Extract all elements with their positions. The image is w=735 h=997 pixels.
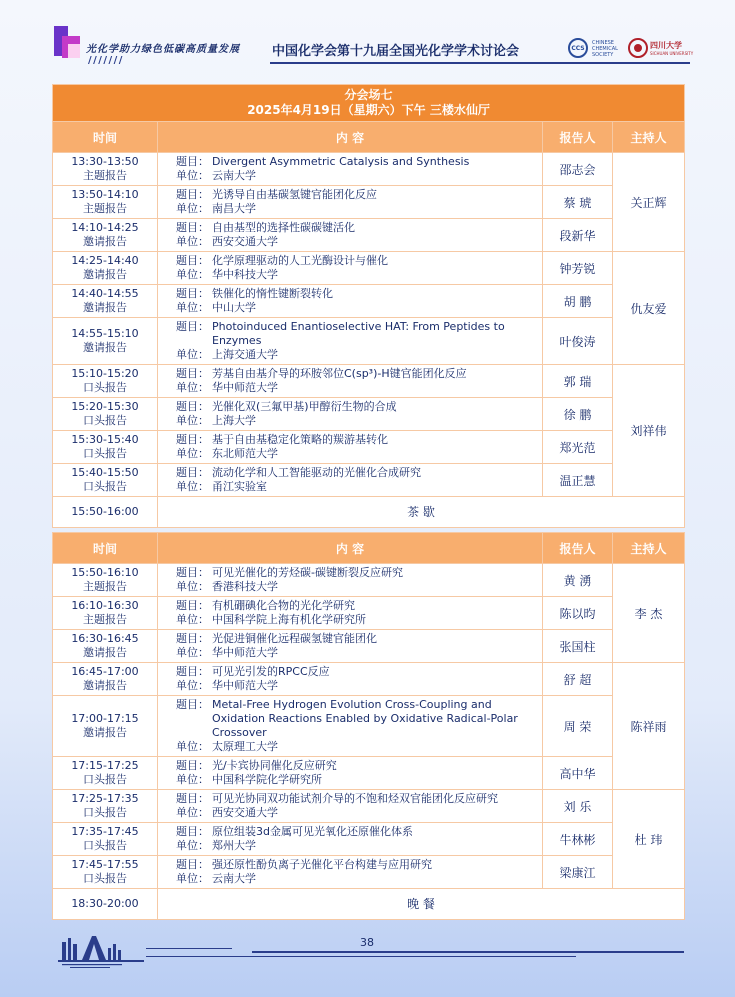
ccs-logo-text: CHINESE CHEMICAL SOCIETY [592,40,618,58]
talk-type: 主题报告 [83,613,127,626]
talk-time: 15:50-16:10 [71,566,139,579]
talk-topic: 流动化学和人工智能驱动的光催化合成研究 [212,466,421,479]
university-name-en: SICHUAN UNIVERSITY [650,51,694,56]
talk-time: 16:10-16:30 [71,599,139,612]
talk-time: 17:15-17:25 [71,759,139,772]
content-cell [158,790,543,823]
speaker-cell: 郑光范 [543,431,613,464]
talk-type: 口头报告 [83,414,127,427]
host-cell: 陈祥雨 [613,663,685,790]
table-row [53,823,685,856]
unit-label: 单位： [176,169,209,182]
talk-time: 15:10-15:20 [71,367,139,380]
talk-topic: 光/卡宾协同催化反应研究 [212,759,337,772]
time-cell [53,186,158,219]
header-title: 中国化学会第十九届全国光化学学术讨论会 [272,44,520,59]
topic-label: 题目： [176,792,209,805]
column-header-host: 主持人 [613,122,685,153]
content-cell [158,696,543,757]
talk-unit: 云南大学 [212,169,256,182]
time-cell [53,153,158,186]
content-cell [158,597,543,630]
table-row [53,186,685,219]
content-cell [158,219,543,252]
topic-label: 题目： [176,759,209,772]
host-cell: 刘祥伟 [613,365,685,497]
content-cell [158,464,543,497]
time-cell [53,564,158,597]
talk-topic: 光促进铜催化远程碳氢键官能团化 [212,632,377,645]
talk-time: 16:45-17:00 [71,665,139,678]
talk-type: 邀请报告 [83,301,127,314]
talk-topic: 化学原理驱动的人工光酶设计与催化 [212,254,388,267]
session-header [53,85,685,122]
talk-topic: 光催化双(三氟甲基)甲醇衍生物的合成 [212,400,397,413]
talk-type: 口头报告 [83,839,127,852]
unit-label: 单位： [176,414,209,427]
unit-label: 单位： [176,646,209,659]
content-cell [158,630,543,663]
unit-label: 单位： [176,301,209,314]
time-cell [53,823,158,856]
talk-topic: 可见光协同双功能试剂介导的不饱和烃双官能团化反应研究 [212,792,498,805]
time-cell [53,252,158,285]
break-row [53,889,685,920]
content-cell [158,318,543,365]
speaker-cell: 胡 鹏 [543,285,613,318]
talk-topic: 基于自由基稳定化策略的羰游基转化 [212,433,388,446]
unit-label: 单位： [176,268,209,281]
topic-label: 题目： [176,632,209,645]
talk-unit: 中国科学院化学研究所 [212,773,322,786]
topic-label: 题目： [176,400,209,413]
speaker-cell: 钟芳锐 [543,252,613,285]
talk-unit: 云南大学 [212,872,256,885]
footer-rule [146,956,576,957]
topic-label: 题目： [176,287,209,300]
unit-label: 单位： [176,773,209,786]
time-cell [53,856,158,889]
table-row [53,663,685,696]
unit-label: 单位： [176,806,209,819]
speaker-cell: 牛林彬 [543,823,613,856]
talk-topic: 原位组装3d金属可见光氧化还原催化体系 [212,825,413,838]
time-cell [53,398,158,431]
talk-type: 口头报告 [83,806,127,819]
talk-unit: 甬江实验室 [212,480,267,493]
talk-time: 17:35-17:45 [71,825,139,838]
column-header-time: 时间 [53,533,158,564]
talk-type: 口头报告 [83,773,127,786]
header-slash-decoration: / / / / / / / [88,55,122,66]
talk-time: 15:40-15:50 [71,466,139,479]
talk-topic: 光诱导自由基碳氢键官能团化反应 [212,188,377,201]
time-cell [53,790,158,823]
host-cell: 杜 玮 [613,790,685,889]
unit-label: 单位： [176,580,209,593]
speaker-cell: 梁康江 [543,856,613,889]
talk-type: 口头报告 [83,381,127,394]
talk-unit: 华中师范大学 [212,679,278,692]
talk-unit: 上海交通大学 [212,348,278,361]
talk-type: 邀请报告 [83,679,127,692]
speaker-cell: 刘 乐 [543,790,613,823]
header-slogan: 光化学助力绿色低碳高质量发展 [86,44,240,55]
content-cell [158,365,543,398]
talk-unit: 上海大学 [212,414,256,427]
column-header-reporter: 报告人 [543,122,613,153]
talk-unit: 香港科技大学 [212,580,278,593]
break-row [53,497,685,528]
column-header-row [53,533,685,564]
content-cell [158,153,543,186]
talk-time: 17:25-17:35 [71,792,139,805]
talk-topic: Divergent Asymmetric Catalysis and Synthesis [212,155,470,168]
topic-label: 题目： [176,665,209,678]
table-row [53,630,685,663]
table-row [53,696,685,757]
content-cell [158,285,543,318]
skyline-icon [56,926,146,970]
content-cell [158,186,543,219]
university-name: 四川大学 [650,41,682,50]
talk-type: 口头报告 [83,480,127,493]
break-label: 晚 餐 [158,889,685,920]
talk-type: 主题报告 [83,202,127,215]
talk-topic: 有机硼碘化合物的光化学研究 [212,599,355,612]
topic-label: 题目： [176,433,209,446]
page-header [0,0,735,75]
table-row [53,365,685,398]
unit-label: 单位： [176,679,209,692]
table-row [53,856,685,889]
talk-unit: 中国科学院上海有机化学研究所 [212,613,366,626]
speaker-cell: 高中华 [543,757,613,790]
topic-label: 题目： [176,858,209,871]
unit-label: 单位： [176,381,209,394]
topic-label: 题目： [176,599,209,612]
time-cell [53,757,158,790]
session-header-row [53,85,685,122]
topic-label: 题目： [176,825,209,838]
talk-unit: 华中科技大学 [212,268,278,281]
speaker-cell: 周 荣 [543,696,613,757]
talk-type: 邀请报告 [83,235,127,248]
speaker-cell: 蔡 琥 [543,186,613,219]
time-cell [53,318,158,365]
unit-label: 单位： [176,202,209,215]
table-row [53,597,685,630]
unit-label: 单位： [176,447,209,460]
content-cell [158,856,543,889]
university-seal-logo [628,38,648,58]
break-label: 茶 歇 [158,497,685,528]
talk-type: 邀请报告 [83,726,127,739]
table-row [53,757,685,790]
talk-type: 主题报告 [83,580,127,593]
break-time: 15:50-16:00 [53,497,158,528]
talk-time: 17:45-17:55 [71,858,139,871]
talk-time: 13:50-14:10 [71,188,139,201]
column-header-reporter: 报告人 [543,533,613,564]
time-cell [53,630,158,663]
talk-unit: 西安交通大学 [212,235,278,248]
talk-unit: 东北师范大学 [212,447,278,460]
talk-unit: 郑州大学 [212,839,256,852]
header-rule [270,62,690,64]
unit-label: 单位： [176,613,209,626]
column-header-content: 内 容 [158,533,543,564]
talk-unit: 中山大学 [212,301,256,314]
time-cell [53,365,158,398]
speaker-cell: 郭 瑞 [543,365,613,398]
host-cell: 关正辉 [613,153,685,252]
speaker-cell: 温正慧 [543,464,613,497]
header-decoration [54,26,82,60]
content-cell [158,398,543,431]
speaker-cell: 张国柱 [543,630,613,663]
ccs-logo: CCS [568,38,588,58]
column-header-row [53,122,685,153]
page-footer [0,918,735,997]
topic-label: 题目： [176,188,209,201]
table-row [53,318,685,365]
schedule-table-container [52,84,684,920]
footer-rule [252,951,684,953]
time-cell [53,431,158,464]
footer-rule [146,948,232,949]
speaker-cell: 段新华 [543,219,613,252]
unit-label: 单位： [176,740,209,753]
topic-label: 题目： [176,221,209,234]
speaker-cell: 叶俊涛 [543,318,613,365]
topic-label: 题目： [176,466,209,479]
talk-unit: 华中师范大学 [212,646,278,659]
topic-label: 题目： [176,320,209,333]
session-title: 分会场七 [344,88,393,102]
unit-label: 单位： [176,839,209,852]
page-number: 38 [360,936,374,949]
talk-time: 14:55-15:10 [71,327,139,340]
table-row [53,252,685,285]
speaker-cell: 黄 湧 [543,564,613,597]
column-header-time: 时间 [53,122,158,153]
talk-topic: 铁催化的惰性键断裂转化 [212,287,333,300]
content-cell [158,823,543,856]
topic-label: 题目： [176,367,209,380]
table-row [53,464,685,497]
talk-time: 14:25-14:40 [71,254,139,267]
content-cell [158,663,543,696]
content-cell [158,564,543,597]
talk-type: 邀请报告 [83,268,127,281]
talk-topic: 可见光引发的RPCC反应 [212,665,330,678]
content-cell [158,252,543,285]
unit-label: 单位： [176,480,209,493]
table-row [53,431,685,464]
content-cell [158,757,543,790]
talk-time: 17:00-17:15 [71,712,139,725]
session-subtitle: 2025年4月19日（星期六）下午 三楼水仙厅 [247,103,490,117]
speaker-cell: 陈以昀 [543,597,613,630]
break-time: 18:30-20:00 [53,889,158,920]
talk-topic: 可见光催化的芳烃碳-碳键断裂反应研究 [212,566,403,579]
speaker-cell: 舒 超 [543,663,613,696]
talk-time: 14:10-14:25 [71,221,139,234]
talk-topic: Metal-Free Hydrogen Evolution Cross-Coupling and Oxidation Reactions Enabled by Oxidative Radical-Polar Crossover [212,698,518,739]
time-cell [53,663,158,696]
topic-label: 题目： [176,566,209,579]
time-cell [53,285,158,318]
talk-unit: 西安交通大学 [212,806,278,819]
topic-label: 题目： [176,698,209,711]
column-header-content: 内 容 [158,122,543,153]
column-header-host: 主持人 [613,533,685,564]
talk-time: 15:20-15:30 [71,400,139,413]
talk-topic: Photoinduced Enantioselective HAT: From Peptides to Enzymes [212,320,505,347]
host-cell: 仇友爱 [613,252,685,365]
unit-label: 单位： [176,235,209,248]
talk-time: 16:30-16:45 [71,632,139,645]
talk-type: 主题报告 [83,169,127,182]
table-row [53,285,685,318]
time-cell [53,219,158,252]
table-row [53,153,685,186]
talk-topic: 强还原性酚负离子光催化平台构建与应用研究 [212,858,432,871]
host-cell: 李 杰 [613,564,685,663]
talk-unit: 太原理工大学 [212,740,278,753]
talk-type: 口头报告 [83,447,127,460]
table-row [53,564,685,597]
unit-label: 单位： [176,348,209,361]
talk-type: 邀请报告 [83,646,127,659]
speaker-cell: 徐 鹏 [543,398,613,431]
talk-unit: 华中师范大学 [212,381,278,394]
talk-time: 13:30-13:50 [71,155,139,168]
talk-time: 15:30-15:40 [71,433,139,446]
talk-topic: 自由基型的选择性碳碳键活化 [212,221,355,234]
topic-label: 题目： [176,254,209,267]
talk-unit: 南昌大学 [212,202,256,215]
talk-time: 14:40-14:55 [71,287,139,300]
table-row [53,790,685,823]
topic-label: 题目： [176,155,209,168]
time-cell [53,464,158,497]
time-cell [53,597,158,630]
time-cell [53,696,158,757]
table-row [53,219,685,252]
speaker-cell: 邵志会 [543,153,613,186]
unit-label: 单位： [176,872,209,885]
content-cell [158,431,543,464]
talk-type: 邀请报告 [83,341,127,354]
table-row [53,398,685,431]
talk-topic: 芳基自由基介导的环胺邻位C(sp³)-H键官能团化反应 [212,367,467,380]
schedule-table [52,84,685,920]
talk-type: 口头报告 [83,872,127,885]
